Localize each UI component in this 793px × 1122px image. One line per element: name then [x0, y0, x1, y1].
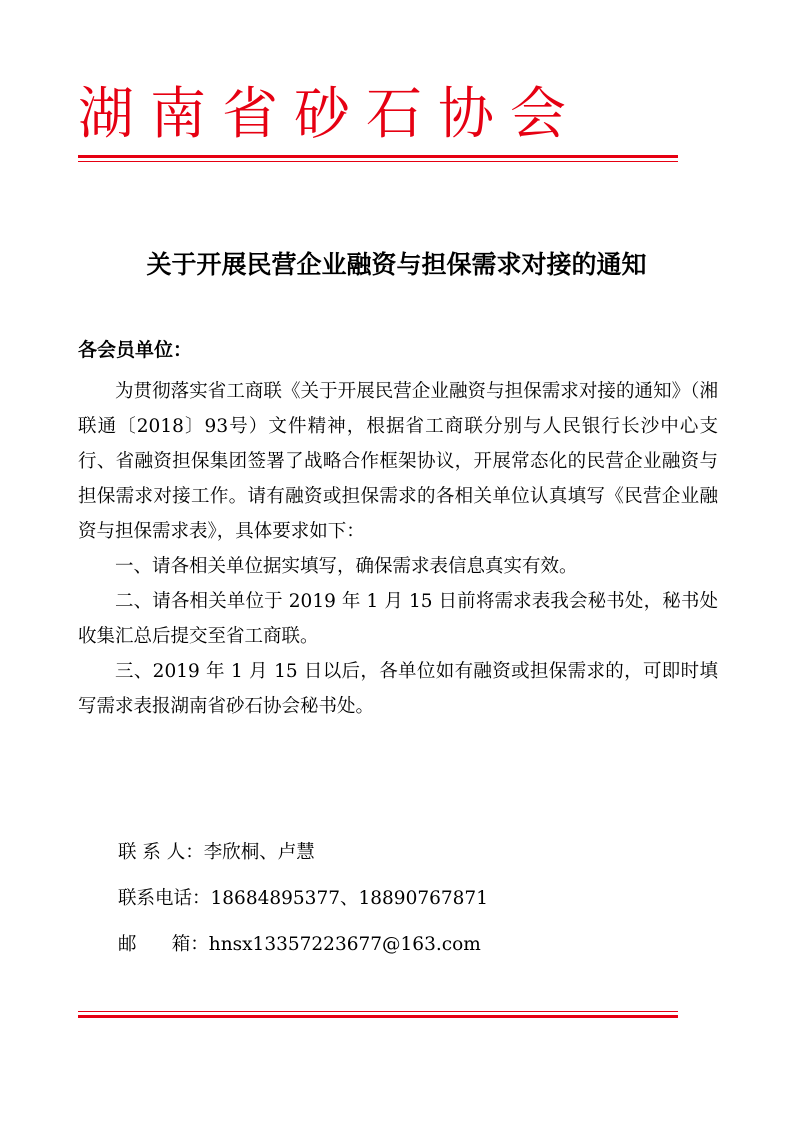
letterhead-rule-thick — [78, 155, 678, 158]
contact-phone-label: 联系电话： — [118, 888, 211, 909]
paragraph-item-3: 三、2019 年 1 月 15 日以后，各单位如有融资或担保需求的，可即时填写需求表报湖南省砂石协会秘书处。 — [78, 661, 718, 717]
salutation: 各会员单位： — [78, 339, 193, 361]
paragraph-intro: 为贯彻落实省工商联《关于开展民营企业融资与担保需求对接的通知》（湘联通〔2018〕93号）文件精神，根据省工商联分别与人民银行长沙中心支行、省融资担保集团签署了战略合作框架协议，开展常态化的民营企业融资与担保需求对接工作。请有融资或担保需求的各相关单位认真填写《民营企业融资与担保需求表》，具体要求如下： — [78, 381, 718, 542]
contact-phone-value: 18684895377、18890767871 — [210, 888, 488, 909]
contact-person-row — [118, 830, 488, 876]
paragraph-item-2: 二、请各相关单位于 2019 年 1 月 15 日前将需求表我会秘书处，秘书处收集汇总后提交至省工商联。 — [78, 591, 718, 647]
footer-rule-thick — [78, 1015, 678, 1018]
letterhead-title: 湖南省砂石协会 — [78, 82, 582, 147]
contact-person-label: 联 系 人： — [118, 842, 204, 863]
contact-person-value: 李欣桐、卢慧 — [203, 842, 315, 863]
contact-email-row — [118, 922, 488, 968]
contact-phone-row — [118, 876, 488, 922]
contact-email-value: hnsx13357223677@163.com — [208, 934, 481, 955]
footer-rule-thin — [78, 1011, 678, 1012]
contact-email-label: 邮 箱： — [118, 934, 209, 955]
paragraph-item-1: 一、请各相关单位据实填写，确保需求表信息真实有效。 — [115, 556, 578, 577]
notice-body — [78, 374, 718, 724]
letterhead-rule-thin — [78, 161, 678, 162]
contact-block — [118, 830, 488, 968]
notice-title: 关于开展民营企业融资与担保需求对接的通知 — [146, 250, 647, 279]
